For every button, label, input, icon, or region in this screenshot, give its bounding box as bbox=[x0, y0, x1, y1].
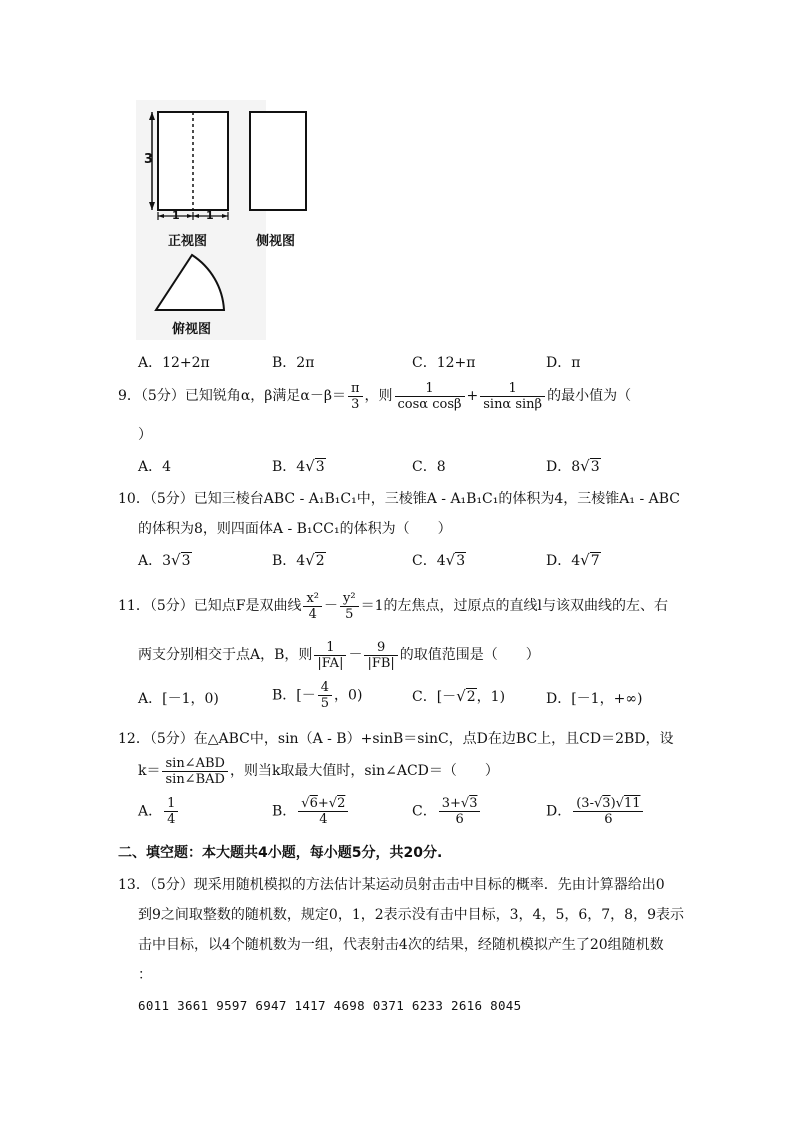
q9-score: （5分） bbox=[140, 388, 185, 404]
q11-stem-line1: 11．（5分）已知点F是双曲线 $\frac{\text{x²}}{4}$ － $\frac{\text{y²}}{5}$ ＝1的左焦点，过原点的直线l与该双曲线的左、右 bbox=[118, 590, 668, 622]
q9-close-paren: ） bbox=[138, 427, 152, 443]
top-view-label: 俯视图 bbox=[172, 322, 212, 337]
q11-option-c: C．[－√2，1) bbox=[412, 687, 506, 705]
q10-number: 10． bbox=[118, 491, 150, 507]
q11-number: 11． bbox=[118, 598, 150, 614]
q11-text-b: 的左焦点，过原点的直线l与该双曲线的左、右 bbox=[383, 598, 668, 614]
q11-option-a: A．[－1，0) bbox=[138, 691, 219, 707]
q13-score: （5分） bbox=[149, 877, 194, 893]
q11-fraction-fb: $\frac{9}{|FB|}$ bbox=[364, 640, 397, 671]
q12-option-a: A． $\frac{1}{4}$ bbox=[138, 796, 180, 827]
q13-stem-line2: 到9之间取整数的随机数，规定0，1，2表示没有击中目标，3，4，5，6，7，8，9表示 bbox=[138, 907, 684, 923]
q9-option-d: D．8√3 bbox=[546, 457, 600, 475]
q11-option-d: D．[－1，+∞) bbox=[546, 691, 643, 707]
q10-option-c: C．4√3 bbox=[412, 551, 466, 569]
q9-fraction-2: $\frac{1}{\text{sinα sinβ}}$ bbox=[480, 381, 545, 412]
q10-option-a: A．3√3 bbox=[138, 551, 191, 569]
q9-text: 已知锐角α，β满足 bbox=[184, 388, 301, 404]
q13-text: 现采用随机模拟的方法估计某运动员射击击中目标的概率．先由计算器给出0 bbox=[193, 877, 665, 893]
q9-text-b: ，则 bbox=[364, 388, 393, 404]
q9-pi-over-3: $\frac{\pi}{3}$ bbox=[348, 381, 363, 412]
q9-plus: + bbox=[466, 388, 479, 404]
q12-score: （5分） bbox=[149, 731, 194, 747]
q13-stem-line1 bbox=[118, 874, 665, 894]
q10-option-d: D．4√7 bbox=[546, 551, 600, 569]
section-2-title: 二、填空题：本大题共4小题，每小题5分，共20分. bbox=[118, 845, 443, 861]
dim-height-label: 3 bbox=[144, 152, 154, 167]
q12-stem-line1 bbox=[118, 728, 674, 748]
q11-hyperbola-y-term: $\frac{\text{y²}}{5}$ bbox=[340, 591, 359, 622]
dim-left-label: 1 bbox=[172, 209, 180, 222]
q9-number: 9． bbox=[118, 388, 141, 404]
q9-option-b: B．4√3 bbox=[272, 457, 325, 475]
q11-option-b: B．[－ $\frac{4}{5}$ ，0) bbox=[272, 680, 363, 711]
q10-text: 已知三棱台ABC - A₁B₁C₁中，三棱锥A - A₁B₁C₁的体积为4，三棱锥A₁ - ABC bbox=[193, 491, 681, 507]
q11-hyperbola-x-term: $\frac{\text{x²}}{4}$ bbox=[303, 591, 322, 622]
q8-option-d: D．π bbox=[546, 355, 581, 371]
q9-text-c: 的最小值为（ bbox=[547, 388, 632, 404]
q12-option-d: D． $\frac{(3-√3)√11}{6}$ bbox=[546, 796, 645, 827]
q12-k-fraction: $\frac{\text{sin∠ABD}}{\text{sin∠BAD}}$ bbox=[162, 756, 227, 787]
q11-score: （5分） bbox=[149, 598, 194, 614]
q8-option-a: A．12+2π bbox=[138, 355, 210, 371]
q9-condition: α－β＝ bbox=[300, 388, 346, 404]
q13-stem-line4: ： bbox=[138, 967, 152, 983]
q12-number: 12． bbox=[118, 731, 150, 747]
q10-stem-line1 bbox=[118, 488, 680, 508]
q8-option-c: C．12+π bbox=[412, 355, 476, 371]
q8-option-b: B．2π bbox=[272, 355, 315, 371]
side-view-rect bbox=[250, 112, 306, 210]
side-view-label: 侧视图 bbox=[256, 234, 296, 249]
q12-option-b: B． $\frac{√6+√2}{4}$ bbox=[272, 796, 350, 827]
q10-score: （5分） bbox=[149, 491, 194, 507]
front-view-label: 正视图 bbox=[168, 234, 208, 249]
q13-stem-line3: 击中目标，以4个随机数为一组，代表射击4次的结果，经随机模拟产生了20组随机数 bbox=[138, 937, 664, 953]
q9-fraction-1: $\frac{1}{\text{cosα cosβ}}$ bbox=[395, 381, 465, 412]
q9-option-a: A．4 bbox=[138, 459, 172, 475]
dim-right-label: 1 bbox=[206, 209, 214, 222]
q9-stem bbox=[118, 380, 631, 412]
q12-option-c: C． $\frac{3+√3}{6}$ bbox=[412, 796, 482, 827]
q10-stem-line2: 的体积为8，则四面体A - B₁CC₁的体积为（ ） bbox=[138, 521, 452, 537]
q13-random-numbers: 6011 3661 9597 6947 1417 4698 0371 6233 2616 8045 bbox=[138, 998, 522, 1013]
q13-number: 13． bbox=[118, 877, 150, 893]
q11-text: 已知点F是双曲线 bbox=[193, 598, 302, 614]
q9-option-c: C．8 bbox=[412, 459, 446, 475]
three-view-figure bbox=[136, 100, 316, 340]
q10-option-b: B．4√2 bbox=[272, 551, 325, 569]
q11-stem-line2: 两支分别相交于点A，B，则 $\frac{1}{|FA|}$ － $\frac{9}{|FB|}$ 的取值范围是（ ） bbox=[138, 639, 540, 671]
q12-stem-line2: k＝ $\frac{\text{sin∠ABD}}{\text{sin∠BAD}}$ ，则当k取最大值时，sin∠ACD＝（ ） bbox=[138, 755, 499, 787]
q12-text: 在△ABC中，sin（A - B）+sinB＝sinC，点D在边BC上，且CD＝2BD，设 bbox=[193, 731, 674, 747]
q11-fraction-fa: $\frac{1}{|FA|}$ bbox=[314, 640, 346, 671]
